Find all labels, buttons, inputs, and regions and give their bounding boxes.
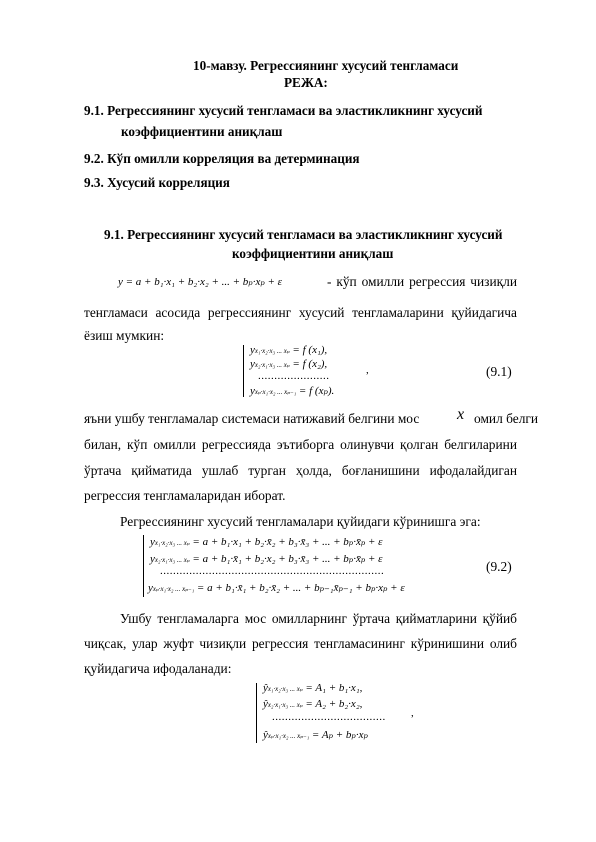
system-1-dots: ......................: [258, 370, 330, 382]
system-1-comma: ,: [366, 364, 369, 376]
system-1-row-3: yxₚ·x₁·x₂ ... xₚ₋₁ = f (xₚ).: [250, 385, 335, 397]
paragraph-2-line-4: регрессия тенгламаларидан иборат.: [84, 488, 286, 503]
paragraph-2-line-3: ўртача қийматида ушлаб турган ҳолда, боғланишини ифодалайдиган: [84, 463, 517, 478]
system-2-row-2: yx₂·x₁·x₃ ... xₚ = a + b₁·x̄₁ + b₂·x₂ + b₃·x̄₃ + ... + bₚ·x̄ₚ + ε: [150, 553, 383, 565]
lecture-title: 10-мавзу. Регрессиянинг хусусий тенгламаси: [193, 58, 459, 73]
system-2-row-3: yxₚ·x₁·x₂ ... xₚ₋₁ = a + b₁·x̄₁ + b₂·x̄₂ + ... + bₚ₋₁x̄ₚ₋₁ + bₚ·xₚ + ε: [148, 582, 405, 594]
paragraph-2-line-2: билан, кўп омилли регрессияда эътиборга олинувчи қолган белгиларини: [84, 437, 517, 452]
equation-label-9-1: (9.1): [486, 364, 512, 379]
equation-system-3-brace: [256, 683, 257, 743]
equation-label-9-2: (9.2): [486, 559, 512, 574]
section-heading: 9.1. Регрессиянинг хусусий тенгламаси ва эластикликнинг хусусий: [104, 227, 503, 242]
paragraph-1-line-3: ёзиш мумкин:: [84, 328, 165, 343]
paragraph-2-line-1b: омил белги: [474, 411, 539, 426]
paragraph-2-line-1a: яъни ушбу тенгламалар системаси натижавий белгини мос: [84, 411, 420, 426]
paragraph-4-line-2: чиқсак, улар жуфт чизиқли регрессия тенгламасининг кўринишини олиб: [84, 636, 517, 651]
section-heading-cont: коэффициентини аниқлаш: [232, 246, 394, 261]
system-3-comma: ,: [411, 707, 414, 719]
system-2-dots: .....................................................................: [160, 565, 385, 577]
plan-item-1: 9.1. Регрессиянинг хусусий тенгламаси ва эластикликнинг хусусий: [84, 103, 483, 118]
paragraph-4-line-1: Ушбу тенгламаларга мос омилларнинг ўртача қийматларини қўйиб: [120, 611, 517, 626]
system-2-row-1: yx₁·x₂·x₃ ... xₚ = a + b₁·x₁ + b₂·x̄₂ + b₃·x̄₃ + ... + bₚ·x̄ₚ + ε: [150, 536, 383, 548]
system-3-row-2: ŷx₂·x₁·x₃ ... xₚ = A₂ + b₂·x₂,: [263, 698, 363, 710]
paragraph-4-line-3: қуйидагича ифодаланади:: [84, 661, 232, 676]
paragraph-1-line-2: тенгламаси асосида регрессиянинг хусусий тенгламаларини қуйидагича: [84, 305, 517, 320]
plan-item-2: 9.2. Кўп омилли корреляция ва детерминация: [84, 151, 360, 166]
plan-item-1-cont: коэффициентини аниқлаш: [121, 124, 283, 139]
equation-system-2-brace: [143, 535, 144, 597]
system-3-dots: ...................................: [272, 711, 386, 723]
plan-item-3: 9.3. Хусусий корреляция: [84, 175, 230, 190]
system-1-row-1: yx₁·x₂·x₃ ... xₚ = f (x₁),: [250, 344, 328, 356]
paragraph-1-tail: - кўп омилли регрессия чизиқли: [327, 274, 517, 289]
equation-system-1-brace: [243, 345, 244, 397]
paragraph-3: Регрессиянинг хусусий тенгламалари қуйидаги кўринишга эга:: [120, 514, 481, 529]
plan-label: РЕЖА:: [284, 75, 328, 90]
system-3-row-3: ŷxₚ·x₁·x₂ ... xₚ₋₁ = Aₚ + bₚ·xₚ: [263, 729, 368, 741]
system-1-row-2: yx₂·x₁·x₃ ... xₚ = f (x₂),: [250, 358, 328, 370]
system-3-row-1: ŷx₁·x₂·x₃ ... xₚ = A₁ + b₁·x₁,: [263, 682, 363, 694]
main-regression-equation: y = a + b₁·x₁ + b₂·x₂ + ... + bₚ·xₚ + ε: [118, 276, 282, 288]
x-symbol: x: [457, 406, 465, 423]
